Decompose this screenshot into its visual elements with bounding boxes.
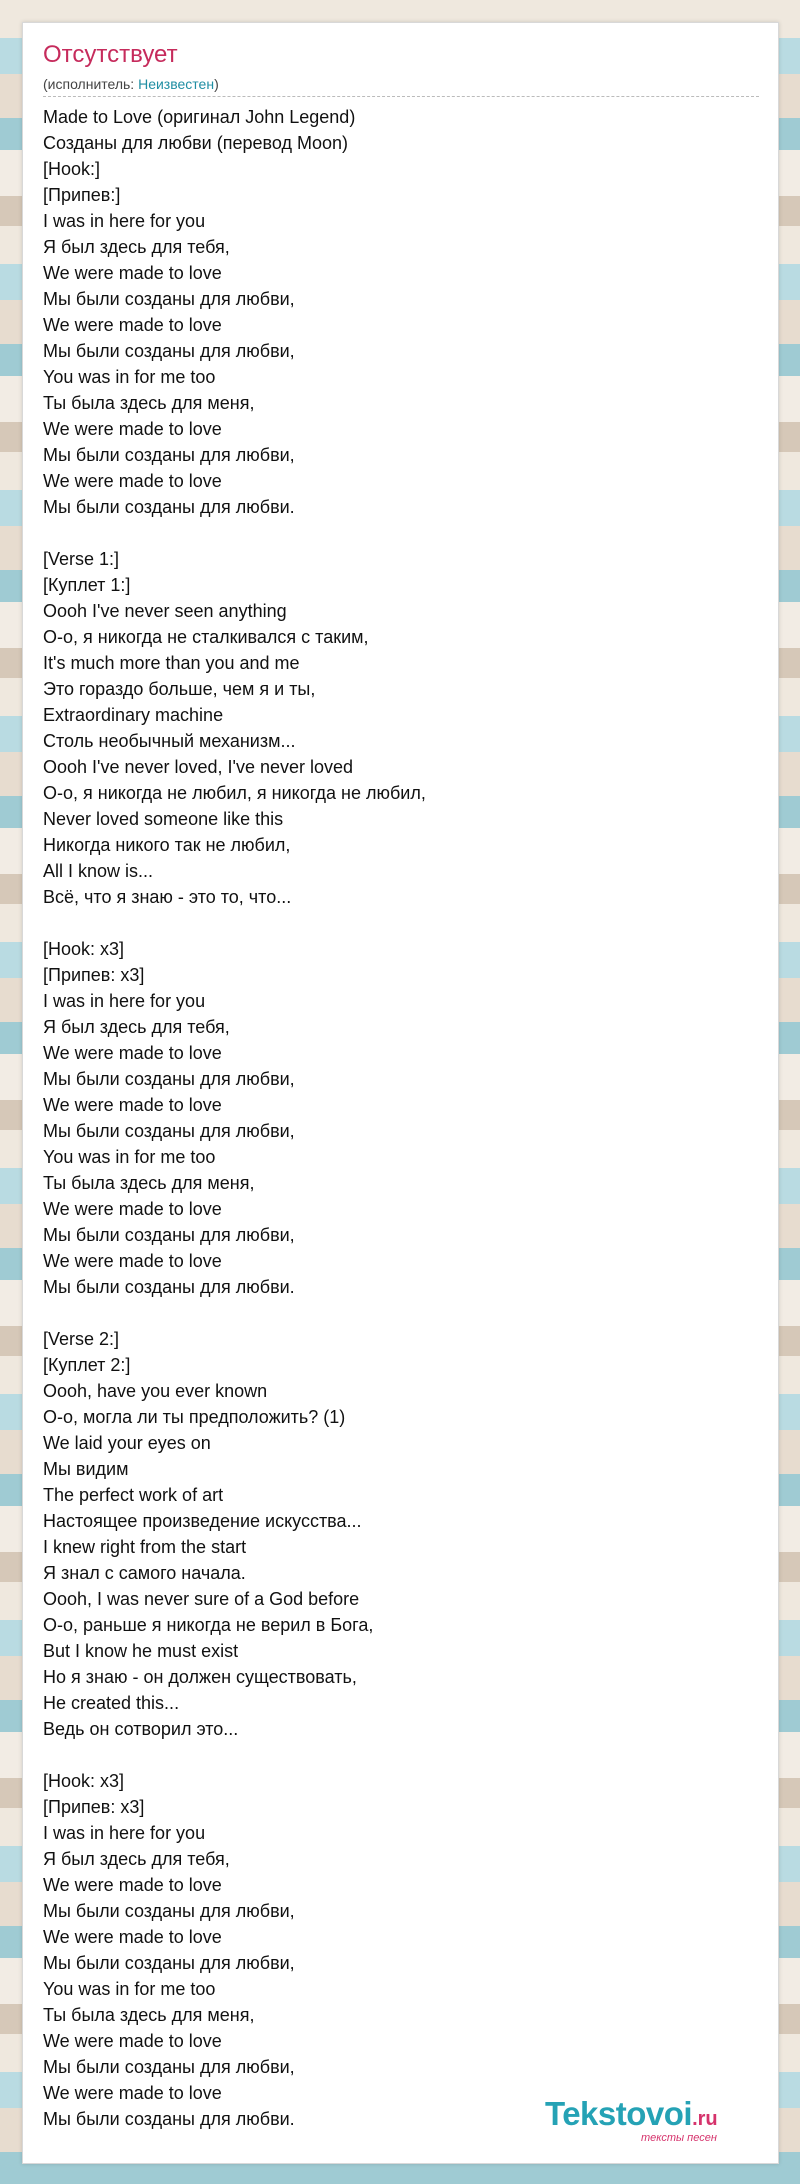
lyrics-line: We were made to love (43, 1927, 222, 1947)
lyrics-line: He created this... (43, 1693, 180, 1713)
logo-tld: .ru (692, 2108, 718, 2130)
lyrics-blank-line (43, 910, 759, 936)
lyrics-line: But I know he must exist (43, 1641, 239, 1661)
lyrics-line: О-о, могла ли ты предположить? (1) (43, 1407, 346, 1427)
lyrics-line: Ведь он сотворил это... (43, 1719, 239, 1739)
lyrics-line: [Hook: x3] (43, 939, 125, 959)
lyrics-line: Мы были созданы для любви, (43, 2057, 295, 2077)
lyrics-line: Made to Love (оригинал John Legend) (43, 107, 356, 127)
lyrics-line: I knew right from the start (43, 1537, 247, 1557)
lyrics-line: We were made to love (43, 1875, 222, 1895)
lyrics-line: Oooh I've never seen anything (43, 601, 287, 621)
lyrics-line: Я был здесь для тебя, (43, 237, 230, 257)
lyrics-line: Всё, что я знаю - это то, что... (43, 887, 292, 907)
artist-line (43, 75, 219, 93)
lyrics-line: Ты была здесь для меня, (43, 2005, 255, 2025)
lyrics-line: [Куплет 2:] (43, 1355, 131, 1375)
lyrics-line: О-о, я никогда не сталкивался с таким, (43, 627, 369, 647)
lyrics-line: Мы были созданы для любви, (43, 1121, 295, 1141)
lyrics-line: О-о, я никогда не любил, я никогда не любил, (43, 783, 426, 803)
lyrics-line: The perfect work of art (43, 1485, 224, 1505)
lyrics-line: Я знал с самого начала. (43, 1563, 246, 1583)
artist-link[interactable]: Неизвестен (138, 76, 215, 92)
lyrics-line: We were made to love (43, 471, 222, 491)
lyrics-text (43, 104, 759, 2132)
lyrics-line: Мы видим (43, 1459, 129, 1479)
lyrics-line: Я был здесь для тебя, (43, 1849, 230, 1869)
lyrics-line: We were made to love (43, 1251, 222, 1271)
lyrics-line: You was in for me too (43, 367, 216, 387)
lyrics-line: Oooh I've never loved, I've never loved (43, 757, 354, 777)
lyrics-line: We were made to love (43, 263, 222, 283)
lyrics-line: You was in for me too (43, 1147, 216, 1167)
lyrics-line: We were made to love (43, 1199, 222, 1219)
lyrics-line: We were made to love (43, 1095, 222, 1115)
lyrics-line: Мы были созданы для любви, (43, 445, 295, 465)
lyrics-line: [Hook:] (43, 159, 101, 179)
lyrics-line: We were made to love (43, 2083, 222, 2103)
lyrics-line: Мы были созданы для любви, (43, 1069, 295, 1089)
lyrics-line: You was in for me too (43, 1979, 216, 1999)
lyrics-line: Я был здесь для тебя, (43, 1017, 230, 1037)
lyrics-line: Мы были созданы для любви, (43, 1901, 295, 1921)
lyrics-line: We were made to love (43, 419, 222, 439)
lyrics-line: Ты была здесь для меня, (43, 1173, 255, 1193)
lyrics-line: Столь необычный механизм... (43, 731, 296, 751)
lyrics-line: We were made to love (43, 1043, 222, 1063)
lyrics-line: Это гораздо больше, чем я и ты, (43, 679, 316, 699)
lyrics-line: Oooh, I was never sure of a God before (43, 1589, 360, 1609)
header-divider (43, 96, 759, 97)
lyrics-line: О-о, раньше я никогда не верил в Бога, (43, 1615, 374, 1635)
lyrics-line: Никогда никого так не любил, (43, 835, 291, 855)
logo-tagline: тексты песен (641, 2132, 717, 2144)
lyrics-line: We were made to love (43, 2031, 222, 2051)
lyrics-line: [Припев: x3] (43, 965, 145, 985)
lyrics-line: [Verse 2:] (43, 1329, 120, 1349)
artist-prefix: (исполнитель: (43, 76, 139, 92)
lyrics-line: [Припев:] (43, 185, 121, 205)
lyrics-line: All I know is... (43, 861, 154, 881)
page-title: Отсутствует (43, 41, 178, 68)
lyrics-line: Но я знаю - он должен существовать, (43, 1667, 357, 1687)
lyrics-line: [Припев: x3] (43, 1797, 145, 1817)
lyrics-line: Extraordinary machine (43, 705, 224, 725)
lyrics-line: Ты была здесь для меня, (43, 393, 255, 413)
lyrics-line: Мы были созданы для любви. (43, 1277, 295, 1297)
lyrics-card (22, 22, 779, 2164)
lyrics-line: Настоящее произведение искусства... (43, 1511, 362, 1531)
lyrics-line: Мы были созданы для любви, (43, 289, 295, 309)
lyrics-line: We were made to love (43, 315, 222, 335)
lyrics-line: [Hook: x3] (43, 1771, 125, 1791)
lyrics-line: [Куплет 1:] (43, 575, 131, 595)
artist-suffix: ) (214, 76, 219, 92)
lyrics-line: It's much more than you and me (43, 653, 300, 673)
lyrics-line: Мы были созданы для любви. (43, 2109, 295, 2129)
logo-name: Tekstovoi (545, 2095, 693, 2132)
site-logo[interactable] (545, 2095, 770, 2145)
lyrics-line: Мы были созданы для любви. (43, 497, 295, 517)
lyrics-line: Созданы для любви (перевод Moon) (43, 133, 349, 153)
lyrics-line: I was in here for you (43, 211, 206, 231)
lyrics-line: Never loved someone like this (43, 809, 284, 829)
lyrics-line: We laid your eyes on (43, 1433, 211, 1453)
lyrics-line: Мы были созданы для любви, (43, 341, 295, 361)
lyrics-line: I was in here for you (43, 1823, 206, 1843)
lyrics-blank-line (43, 1742, 759, 1768)
lyrics-blank-line (43, 1300, 759, 1326)
lyrics-line: [Verse 1:] (43, 549, 120, 569)
lyrics-line: Oooh, have you ever known (43, 1381, 268, 1401)
lyrics-blank-line (43, 520, 759, 546)
lyrics-line: I was in here for you (43, 991, 206, 1011)
lyrics-line: Мы были созданы для любви, (43, 1953, 295, 1973)
lyrics-line: Мы были созданы для любви, (43, 1225, 295, 1245)
